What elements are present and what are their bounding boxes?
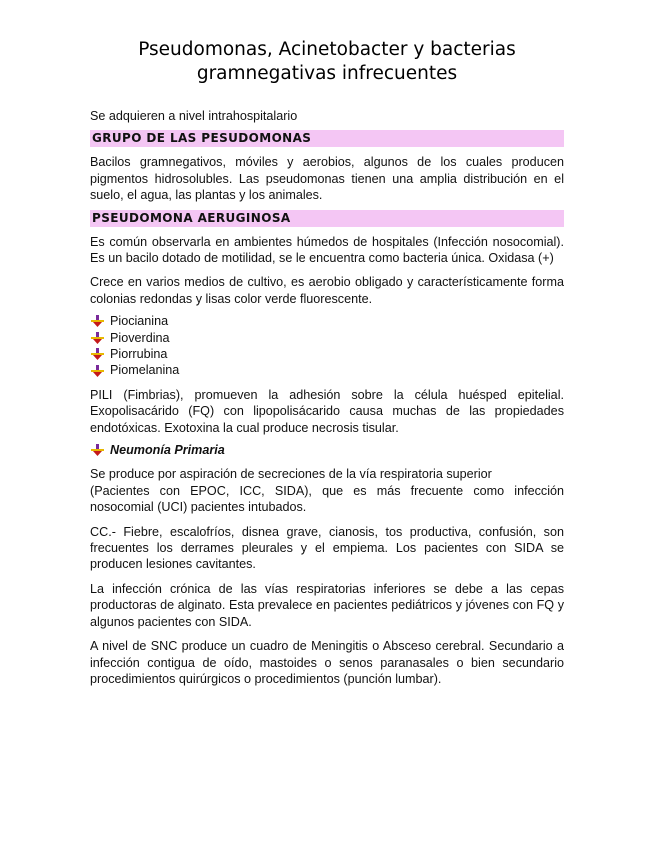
document-title [90, 38, 564, 86]
clinical-paragraph: CC.- Fiebre, escalofríos, disnea grave, cianosis, tos productiva, confusión, son frecuentes los derrames pleurales y el empiema. Los pacientes con SIDA se producen lesiones cavitantes. [90, 524, 564, 572]
section1-paragraph: Bacilos gramnegativos, móviles y aerobios, algunos de los cuales producen pigmentos hidrosolubles. Las pseudomonas tienen una amplia distribución en el suelo, el agua, las plantas y los animales. [90, 155, 564, 203]
neumonia-line-1: Se produce por aspiración de secreciones de la vía respiratoria superior [90, 467, 492, 482]
list-item [90, 362, 564, 378]
arrow-down-bullet-icon [90, 332, 105, 344]
aeruginosa-paragraph-2: Crece en varios medios de cultivo, es aerobio obligado y característicamente forma colonias redondas y lisas color verde fluorescente. [90, 275, 564, 306]
pigment-list [90, 313, 564, 379]
list-item [90, 330, 564, 346]
snc-paragraph: A nivel de SNC produce un cuadro de Meningitis o Absceso cerebral. Secundario a infección contigua de oído, mastoides o senos paranasales o bien secundario procedimientos quirúrgicos o procedimientos (punción lumbar). [90, 639, 564, 686]
document-page [90, 38, 564, 687]
intro-text: Se adquieren a nivel intrahospitalario [90, 109, 298, 123]
subheading-neumonia [90, 442, 564, 458]
pigment-label: Pioverdina [110, 330, 170, 345]
arrow-down-bullet-icon [90, 348, 105, 360]
title-line-1: Pseudomonas, Acinetobacter y bacterias [138, 39, 516, 60]
section-heading-aeruginosa: PSEUDOMONA AERUGINOSA [90, 210, 564, 227]
arrow-down-bullet-icon [90, 444, 105, 456]
aeruginosa-paragraph-1: Es común observarla en ambientes húmedos de hospitales (Infección nosocomial). Es un bacilo dotado de motilidad, se le encuentra como bacteria única. Oxidasa (+) [90, 234, 564, 266]
title-line-2: gramnegativas infrecuentes [196, 63, 458, 84]
arrow-down-bullet-icon [90, 315, 105, 327]
chronic-infection-paragraph: La infección crónica de las vías respiratorias inferiores se debe a las cepas productoras de alginato. Esta prevalece en pacientes pediátricos y jóvenes con FQ y algunos pacientes con SIDA. [90, 581, 564, 629]
pigment-label: Piocianina [110, 314, 169, 329]
pigment-label: Piorrubina [110, 347, 168, 362]
neumonia-paragraph: (Pacientes con EPOC, ICC, SIDA), que es más frecuente como infección nosocomial (UCI) pacientes intubados. [90, 483, 564, 515]
subheading-text: Neumonía Primaria [110, 443, 225, 458]
aeruginosa-paragraph-3: PILI (Fimbrias), promueven la adhesión sobre la célula huésped epitelial. Exopolisacárido (FQ) con lipopolisácarido causa muchas de las propiedades endotóxicas. Exotoxina la cual produce necrosis tisular. [90, 387, 564, 435]
arrow-down-bullet-icon [90, 365, 105, 377]
list-item [90, 346, 564, 362]
list-item [90, 313, 564, 329]
section-heading-grupo: GRUPO DE LAS PESUDOMONAS [90, 130, 564, 147]
pigment-label: Piomelanina [110, 363, 180, 378]
